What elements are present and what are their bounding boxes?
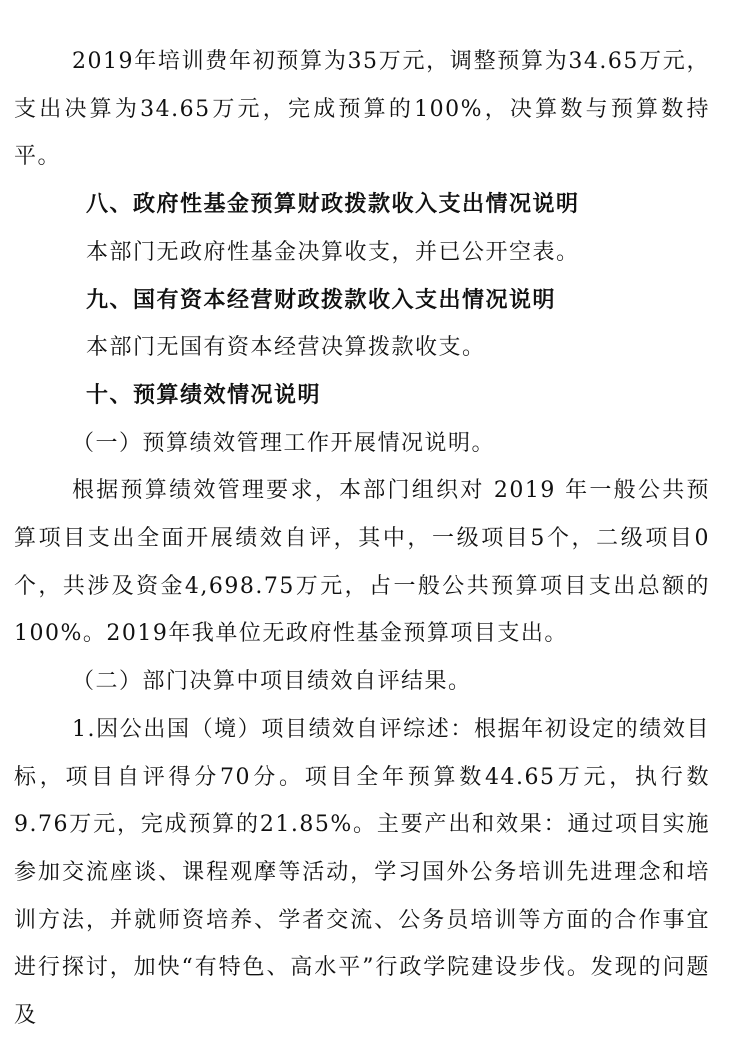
subsection-heading-2: （二）部门决算中项目绩效自评结果。 [72,669,472,695]
body-paragraph: 本部门无政府性基金决算收支，并已公开空表。 [86,239,580,265]
body-paragraph: 2019年培训费年初预算为35万元，调整预算为34.65万元，支出决算为34.65万元，完成预算的100%，决算数与预算数持平。 [14,49,710,170]
body-paragraph: 1.因公出国（境）项目绩效自评综述：根据年初设定的绩效目标，项目自评得分70分。项目全年预算数44.65万元，执行数 9.76万元，完成预算的21.85%。主要产出和效果：通过项目实施参加交流座谈、课程观摩等活动，学习国外公务培训先进理念和培训方法，并就师资培养、学者交流、公务员培训等方面的合作事宜进行探讨，加快“有特色、高水平”行政学院建设步伐。发现的问题及 [14,716,710,1029]
paragraph-performance-management [14,467,710,658]
body-paragraph: 本部门无国有资本经营决算拨款收支。 [86,335,486,361]
body-paragraph: 根据预算绩效管理要求，本部门组织对 2019 年一般公共预算项目支出全面开展绩效自评，其中，一级项目5个，二级项目0个，共涉及资金4,698.75万元，占一般公共预算项目支出总额的100%。2019年我单位无政府性基金预算项目支出。 [14,478,710,647]
section-heading-9: 九、国有资本经营财政拨款收入支出情况说明 [86,287,557,313]
paragraph-overseas-project [14,706,710,1040]
subsection-heading-1: （一）预算绩效管理工作开展情况说明。 [72,430,496,456]
paragraph-training-fee [14,38,710,181]
section-heading-8: 八、政府性基金预算财政拨款收入支出情况说明 [86,192,580,218]
section-heading-10: 十、预算绩效情况说明 [86,382,322,408]
